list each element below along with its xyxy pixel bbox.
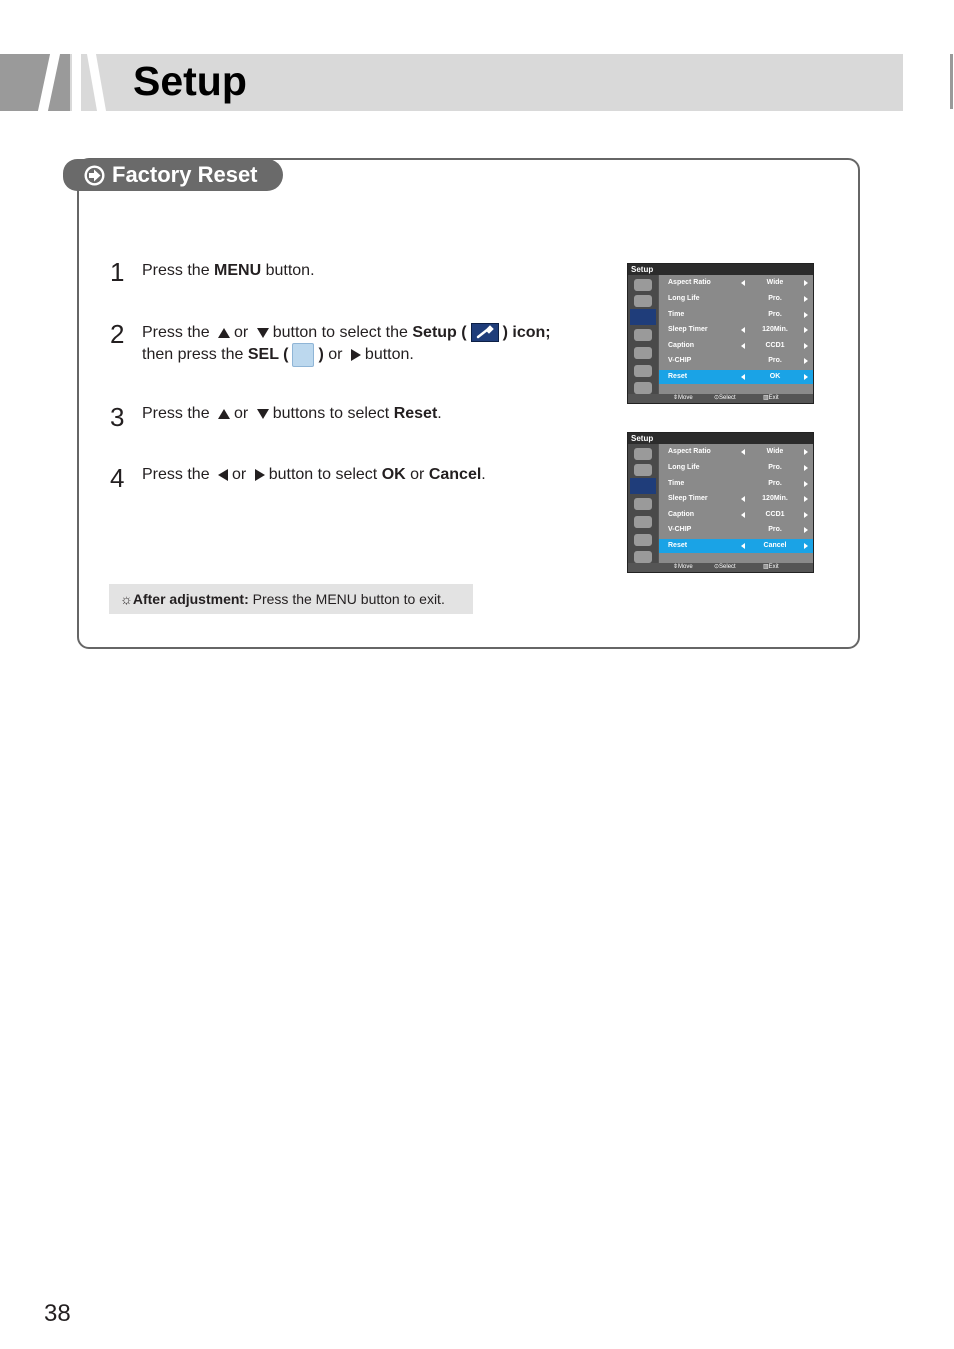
osd-row-label: Long Life [668,464,700,471]
osd-row-value: CCD1 [765,511,785,518]
right-arrow-icon [351,349,361,361]
note-text: Press the MENU button to exit. [248,591,445,607]
step-text: or [328,346,343,364]
osd-row-label: Aspect Ratio [668,279,711,286]
osd-footer [628,394,813,403]
right-arrow-icon [804,280,808,286]
page-title: Setup [133,58,247,104]
function-menu-icon [634,382,652,394]
osd-row-time[interactable] [659,477,813,491]
step-text: button. [364,346,414,364]
osd-row-label: Reset [668,542,688,549]
step-text: . [437,405,442,422]
osd-menu-list [659,275,813,394]
osd-row-label: Sleep Timer [668,326,708,333]
step-instruction [142,322,551,343]
osd-row-label: Sleep Timer [668,495,708,502]
step-keyword: OK [381,466,406,483]
sound-menu-icon [634,464,652,476]
osd-row-value: Pro. [768,526,782,533]
left-arrow-icon [741,543,745,549]
step-keyword: ) icon; [502,324,551,341]
right-arrow-icon [804,296,808,302]
select-label: Select [719,564,736,570]
osd-row-value: Cancel [763,542,787,549]
header-stripe-decoration [87,54,106,111]
step-text: Press the [142,405,215,422]
right-arrow-icon [804,358,808,364]
osd-row-label: Caption [668,342,695,349]
right-arrow-icon [804,327,808,333]
osd-row-sleep-timer[interactable] [659,323,813,337]
osd-row-v-chip[interactable] [659,354,813,368]
osd-row-aspect-ratio[interactable] [659,445,813,459]
right-arrow-icon [804,527,808,533]
osd-icon-column [628,275,658,394]
right-arrow-icon [804,343,808,349]
step-text: Press the [142,324,215,341]
move-hint: ⇕Move [673,395,693,401]
move-label: Move [678,564,693,570]
osd-row-value: Wide [766,279,784,286]
header-wedge-decoration [0,54,70,111]
step-text: then press the [142,346,248,364]
up-arrow-icon [218,409,230,419]
setup-wrench-icon [471,323,499,342]
left-arrow-icon [741,512,745,518]
step-number: 2 [110,319,125,349]
down-arrow-icon [257,409,269,419]
channel-menu-icon [634,498,652,510]
osd-setup-menu-cancel [627,432,814,573]
step-instruction [142,260,315,281]
right-arrow-icon [255,469,265,481]
select-hint: ⊙Select [714,395,736,401]
pip-menu-icon [634,534,652,546]
osd-row-value: Wide [766,448,784,455]
step-text: button to select the [272,324,413,341]
osd-menu-list [659,444,813,563]
step-text: or [405,466,429,483]
step-text: or [232,466,247,483]
channel-menu-icon [634,329,652,341]
osd-row-label: Caption [668,511,695,518]
osd-row-sleep-timer[interactable] [659,492,813,506]
osd-row-label: Reset [668,373,688,380]
osd-row-caption[interactable] [659,508,813,522]
osd-row-label: Time [668,311,685,318]
right-arrow-icon [804,312,808,318]
left-arrow-icon [741,280,745,286]
left-arrow-icon [741,374,745,380]
step-text: buttons to select [272,405,394,422]
osd-row-time[interactable] [659,308,813,322]
step-keyword: MENU [214,262,262,279]
osd-row-value: OK [769,373,781,380]
step-instruction-continued [142,343,414,367]
header-edge-mark [950,54,953,109]
input-menu-icon [634,516,652,528]
up-arrow-icon [218,328,230,338]
osd-row-label: V-CHIP [668,357,692,364]
sun-icon: ☼ [120,591,133,607]
sound-menu-icon [634,295,652,307]
step-text: button. [261,262,315,279]
osd-title: Setup [628,433,813,444]
right-arrow-icon [804,512,808,518]
section-tab [63,159,283,191]
left-arrow-icon [741,327,745,333]
step-keyword: Reset [393,405,438,422]
move-label: Move [678,395,693,401]
step-instruction [142,403,442,424]
right-arrow-icon [804,481,808,487]
step-text: Press the [142,262,215,279]
step-number: 4 [110,463,125,493]
osd-row-long-life[interactable] [659,292,813,306]
step-text: . [481,466,486,483]
exit-hint: ▥Exit [763,395,779,401]
osd-row-aspect-ratio[interactable] [659,276,813,290]
osd-row-value: CCD1 [765,342,785,349]
setup-menu-icon [630,309,656,325]
osd-footer [628,563,813,572]
osd-title: Setup [628,264,813,275]
osd-row-value: Pro. [768,311,782,318]
step-text: or [234,324,249,341]
osd-row-label: Long Life [668,295,700,302]
step-text: or [234,405,249,422]
osd-row-v-chip[interactable] [659,523,813,537]
osd-row-value: 120Min. [762,495,788,502]
osd-row-label: Aspect Ratio [668,448,711,455]
step-keyword: Cancel [428,466,482,483]
osd-row-reset[interactable] [659,370,813,384]
down-arrow-icon [257,328,269,338]
right-arrow-icon [804,465,808,471]
note-label: After adjustment: [132,591,249,607]
move-hint: ⇕Move [673,564,693,570]
function-menu-icon [634,551,652,563]
sel-button-icon [292,343,314,367]
step-keyword: Setup ( [412,324,467,341]
osd-row-label: V-CHIP [668,526,692,533]
page-number: 38 [44,1300,71,1327]
select-label: Select [719,395,736,401]
left-arrow-icon [218,469,228,481]
osd-row-value: Pro. [768,295,782,302]
left-arrow-icon [741,449,745,455]
step-number: 3 [110,402,125,432]
right-arrow-icon [804,374,808,380]
right-arrow-icon [804,543,808,549]
section-title: Factory Reset [112,162,258,187]
header-stripe-decoration [72,54,81,111]
setup-menu-icon [630,478,656,494]
step-text: Press the [142,466,215,483]
osd-icon-column [628,444,658,563]
right-arrow-icon [804,449,808,455]
osd-row-value: Pro. [768,464,782,471]
arrow-right-circle-icon [84,165,105,186]
pip-menu-icon [634,365,652,377]
osd-row-long-life[interactable] [659,461,813,475]
right-arrow-icon [804,496,808,502]
step-text: button to select [268,466,382,483]
after-adjustment-note [109,584,473,614]
left-arrow-icon [741,343,745,349]
osd-row-value: Pro. [768,357,782,364]
osd-row-value: Pro. [768,480,782,487]
osd-row-caption[interactable] [659,339,813,353]
osd-row-label: Time [668,480,685,487]
step-number: 1 [110,257,125,287]
picture-menu-icon [634,448,652,460]
exit-label: Exit [768,564,779,570]
input-menu-icon [634,347,652,359]
select-hint: ⊙Select [714,564,736,570]
osd-setup-menu-ok [627,263,814,404]
osd-row-reset[interactable] [659,539,813,553]
exit-label: Exit [768,395,779,401]
picture-menu-icon [634,279,652,291]
exit-hint: ▥Exit [763,564,779,570]
osd-row-value: 120Min. [762,326,788,333]
step-keyword: SEL ( [247,346,289,364]
step-keyword: ) [318,346,324,364]
left-arrow-icon [741,496,745,502]
step-instruction [142,464,486,485]
